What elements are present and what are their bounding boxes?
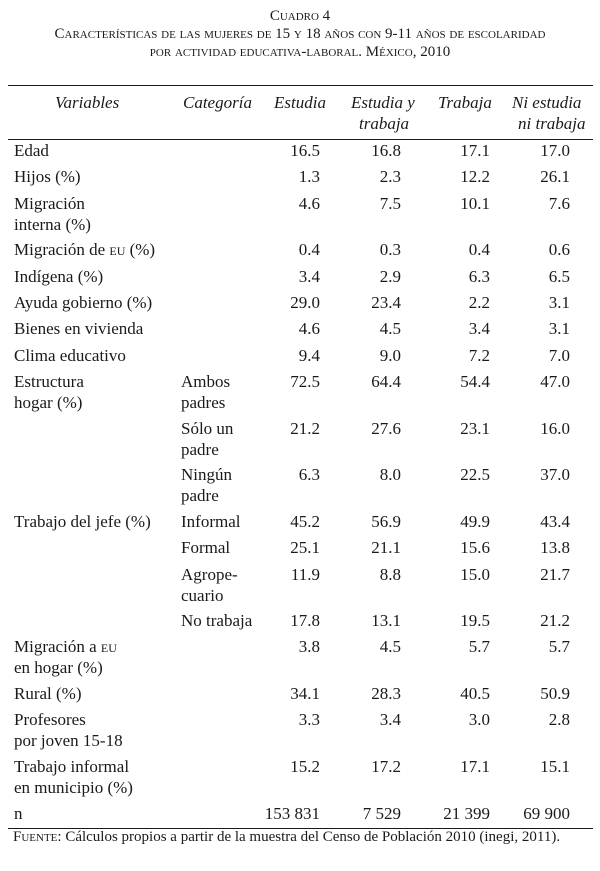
table-cell-value: 19.5	[460, 611, 490, 630]
header-estudia-trabaja-line-1: Estudia y	[351, 93, 415, 112]
table-cell-value: 3.4	[298, 267, 320, 286]
row-category: Agrope-	[181, 565, 238, 584]
table-cell-value: 15.0	[460, 565, 490, 584]
table-cell-value: 21.7	[540, 565, 570, 584]
header-estudia-trabaja-line-2: trabaja	[359, 114, 410, 133]
table-cell-value: 21.2	[290, 419, 320, 438]
table-cell-value: 17.1	[460, 141, 490, 160]
row-variable: Migración a eu	[14, 637, 117, 656]
table-cell-value: 64.4	[371, 372, 401, 391]
table-cell-value: 7.6	[548, 194, 570, 213]
table-cell-value: 21.2	[540, 611, 570, 630]
table-cell-value: 6.5	[548, 267, 570, 286]
table-cell-value: 6.3	[468, 267, 490, 286]
header-ni-estudia-line-2: ni trabaja	[518, 114, 586, 133]
table-cell-value: 45.2	[290, 512, 320, 531]
row-variable: Hijos (%)	[14, 167, 81, 186]
table-cell-value: 3.1	[548, 319, 570, 338]
table-title-line-2: por actividad educativa-laboral. México, 2010	[149, 44, 451, 60]
table-cell-value: 3.4	[379, 710, 401, 729]
table-cell-value: 2.3	[379, 167, 401, 186]
table-cell-value: 1.3	[298, 167, 320, 186]
table-cell-value: 9.0	[379, 346, 401, 365]
row-variable: Profesores	[14, 710, 86, 729]
table-cell-value: 2.9	[379, 267, 401, 286]
table-cell-value: 17.8	[290, 611, 320, 630]
table-cell-value: 3.1	[548, 293, 570, 312]
table-label: Cuadro 4	[269, 8, 331, 24]
row-variable: n	[14, 804, 23, 823]
table-cell-value: 6.3	[298, 465, 320, 484]
table-cell-value: 21.1	[371, 538, 401, 557]
table-cell-value: 11.9	[290, 565, 320, 584]
table-cell-value: 15.1	[540, 757, 570, 776]
footnote-label: Fuente:	[13, 829, 62, 845]
table-cell-value: 4.5	[379, 637, 401, 656]
table-cell-value: 23.4	[371, 293, 401, 312]
table-cell-value: 7.5	[379, 194, 401, 213]
header-categoria: Categoría	[183, 93, 252, 112]
table-cell-value: 40.5	[460, 684, 490, 703]
table-cell-value: 23.1	[460, 419, 490, 438]
table-cell-value: 72.5	[290, 372, 320, 391]
table-cell-value: 153 831	[264, 804, 320, 823]
row-variable: interna (%)	[14, 215, 91, 234]
table-cell-value: 3.4	[468, 319, 490, 338]
row-category: Ambos	[181, 372, 231, 391]
row-category: padre	[181, 440, 219, 459]
table-cell-value: 50.9	[540, 684, 570, 703]
table-cell-value: 16.0	[540, 419, 570, 438]
row-category: padres	[181, 393, 226, 412]
table-cell-value: 7.0	[548, 346, 570, 365]
table-footnote	[13, 829, 593, 846]
row-variable: Migración	[14, 194, 85, 213]
table-cell-value: 3.8	[298, 637, 320, 656]
footnote-text: Cálculos propios a partir de la muestra del Censo de Población 2010 (inegi, 2011).	[61, 829, 561, 845]
row-variable: Indígena (%)	[14, 267, 104, 286]
table-cell-value: 56.9	[371, 512, 401, 531]
row-variable: Edad	[14, 141, 49, 160]
row-variable: Ayuda gobierno (%)	[14, 293, 153, 312]
table-title-line-1: Características de las mujeres de 15 y 18 años con 9-11 años de escolaridad	[54, 26, 546, 42]
table-cell-value: 43.4	[540, 512, 570, 531]
row-category: cuario	[181, 586, 224, 605]
table-cell-value: 7 529	[362, 804, 401, 823]
row-category: Ningún	[181, 465, 232, 484]
table-cell-value: 13.1	[371, 611, 401, 630]
table-cell-value: 15.2	[290, 757, 320, 776]
row-variable: Migración de eu (%)	[14, 240, 156, 259]
table-cell-value: 10.1	[460, 194, 490, 213]
table-cell-value: 27.6	[371, 419, 401, 438]
table-cell-value: 25.1	[290, 538, 320, 557]
header-trabaja: Trabaja	[438, 93, 492, 112]
row-variable: Rural (%)	[14, 684, 82, 703]
table-cell-value: 0.4	[298, 240, 320, 259]
table-cell-value: 3.3	[298, 710, 320, 729]
table-cell-value: 26.1	[540, 167, 570, 186]
table-cell-value: 5.7	[548, 637, 570, 656]
row-variable: en hogar (%)	[14, 658, 103, 677]
table-cell-value: 28.3	[371, 684, 401, 703]
table-cell-value: 13.8	[540, 538, 570, 557]
header-ni-estudia-line-1: Ni estudia	[512, 93, 582, 112]
table-top-rule	[8, 85, 593, 86]
row-variable: Trabajo informal	[14, 757, 130, 776]
table-cell-value: 4.6	[298, 319, 320, 338]
table-cell-value: 4.6	[298, 194, 320, 213]
table-cell-value: 3.0	[468, 710, 490, 729]
table-cell-value: 4.5	[379, 319, 401, 338]
table-cell-value: 16.8	[371, 141, 401, 160]
table-cell-value: 21 399	[443, 804, 490, 823]
table-cell-value: 12.2	[460, 167, 490, 186]
table-cell-value: 49.9	[460, 512, 490, 531]
table-cell-value: 2.8	[548, 710, 570, 729]
row-variable: hogar (%)	[14, 393, 83, 412]
table-cell-value: 22.5	[460, 465, 490, 484]
row-category: padre	[181, 486, 219, 505]
row-category: No trabaja	[181, 611, 253, 630]
table-cell-value: 2.2	[468, 293, 490, 312]
table-cell-value: 0.4	[468, 240, 490, 259]
table-cell-value: 5.7	[468, 637, 490, 656]
table-cell-value: 15.6	[460, 538, 490, 557]
row-category: Formal	[181, 538, 231, 557]
table-cell-value: 34.1	[290, 684, 320, 703]
table-cell-value: 37.0	[540, 465, 570, 484]
table-cell-value: 54.4	[460, 372, 490, 391]
table-cell-value: 17.0	[540, 141, 570, 160]
row-variable: Bienes en vivienda	[14, 319, 144, 338]
table-cell-value: 47.0	[540, 372, 570, 391]
table-cell-value: 17.1	[460, 757, 490, 776]
row-variable: por joven 15-18	[14, 731, 123, 750]
table-cell-value: 16.5	[290, 141, 320, 160]
table-cell-value: 0.6	[548, 240, 570, 259]
row-variable: Trabajo del jefe (%)	[14, 512, 151, 531]
table-cell-value: 7.2	[468, 346, 490, 365]
table-cell-value: 8.8	[379, 565, 401, 584]
row-variable: Estructura	[14, 372, 84, 391]
header-variables: Variables	[55, 93, 120, 112]
header-estudia: Estudia	[274, 93, 326, 112]
row-variable: Clima educativo	[14, 346, 126, 365]
table-cell-value: 17.2	[371, 757, 401, 776]
table-cell-value: 69 900	[523, 804, 570, 823]
row-category: Informal	[181, 512, 241, 531]
table-cell-value: 0.3	[379, 240, 401, 259]
table-cell-value: 9.4	[298, 346, 320, 365]
row-variable: en municipio (%)	[14, 778, 133, 797]
table-cell-value: 8.0	[379, 465, 401, 484]
table-cell-value: 29.0	[290, 293, 320, 312]
row-category: Sólo un	[181, 419, 234, 438]
